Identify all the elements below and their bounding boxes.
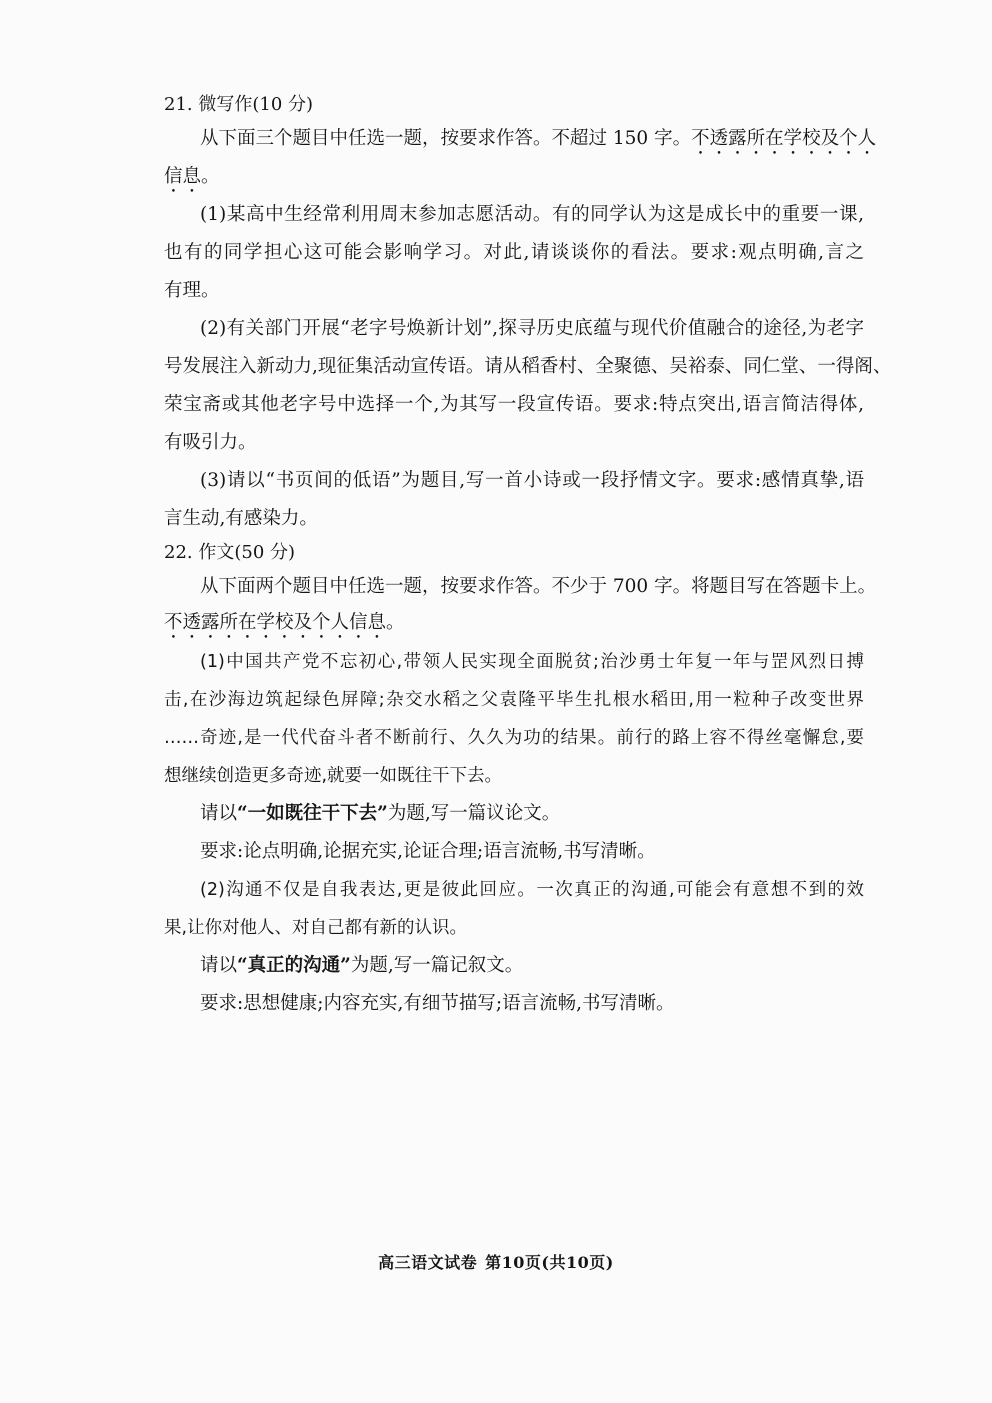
q22-intro-emphasis: 不透露所在学校及个人信息 [164,612,387,633]
q22-option1-line1: (1)中国共产党不忘初心,带领人民实现全面脱贫;治沙勇士年复一年与罡风烈日搏 [200,652,864,672]
footer-subject: 高三语文试卷 [378,1253,478,1272]
q21-intro-emphasis: 不透露所在学校及个人 [691,128,877,149]
q21-option3-line1: (3)请以“书页间的低语”为题目,写一首小诗或一段抒情文字。要求:感情真挚,语 [200,470,864,491]
q21-option1-line2: 也有的同学担心这可能会影响学习。对此,请谈谈你的看法。要求:观点明确,言之 [164,242,864,263]
footer-page-number: 第10页(共10页) [485,1253,614,1272]
q22-option1-title-line: 请以“一如既往干下去”为题,写一篇议论文。 [200,803,561,824]
q22-intro-cont: 不透露所在学校及个人信息。 [164,612,405,633]
q21-option1-line3: 有理。 [164,280,220,301]
q22-option2-essay-title: “真正的沟通” [237,955,351,976]
q21-option3-line2: 言生动,有感染力。 [164,508,318,529]
q22-option1-line3: ……奇迹,是一代代奋斗者不断前行、久久为功的结果。前行的路上容不得丝毫懈怠,要 [164,728,864,748]
q21-option1-line1: (1)某高中生经常利用周末参加志愿活动。有的同学认为这是成长中的重要一课, [200,204,864,225]
q22-option2-line1: (2)沟通不仅是自我表达,更是彼此回应。一次真正的沟通,可能会有意想不到的效 [200,880,864,900]
q22-option1-requirement: 要求:论点明确,论据充实,论证合理;语言流畅,书写清晰。 [200,841,656,862]
q21-intro: 从下面三个题目中任选一题，按要求作答。不超过 150 字。不透露所在学校及个人 [200,128,877,149]
page-footer [0,1250,992,1273]
q21-option2-line3: 荣宝斋或其他老字号中选择一个,为其写一段宣传语。要求:特点突出,语言简洁得体, [164,394,864,415]
q22-option2-title-line: 请以“真正的沟通”为题,写一篇记叙文。 [200,955,524,976]
q21-option2-line4: 有吸引力。 [164,432,257,453]
q22-title: 22. 作文(50 分) [164,542,296,563]
q22-option2-line2: 果,让你对他人、对自己都有新的认识。 [164,918,468,938]
q22-option2-requirement: 要求:思想健康;内容充实,有细节描写;语言流畅,书写清晰。 [200,993,675,1014]
q22-option1-line4: 想继续创造更多奇迹,就要一如既往干下去。 [164,766,503,786]
q22-intro: 从下面两个题目中任选一题，按要求作答。不少于 700 字。将题目写在答题卡上。 [200,576,877,597]
q21-option2-line2: 号发展注入新动力,现征集活动宣传语。请从稻香村、全聚德、吴裕泰、同仁堂、一得阁、 [164,356,892,377]
q21-option2-line1: (2)有关部门开展“老字号焕新计划”,探寻历史底蕴与现代价值融合的途径,为老字 [200,318,864,339]
q21-intro-cont: 信息。 [164,166,220,187]
q21-title: 21. 微写作(10 分) [164,94,314,115]
q22-option1-essay-title: “一如既往干下去” [237,803,388,824]
q22-option1-line2: 击,在沙海边筑起绿色屏障;杂交水稻之父袁隆平毕生扎根水稻田,用一粒种子改变世界 [164,690,864,710]
